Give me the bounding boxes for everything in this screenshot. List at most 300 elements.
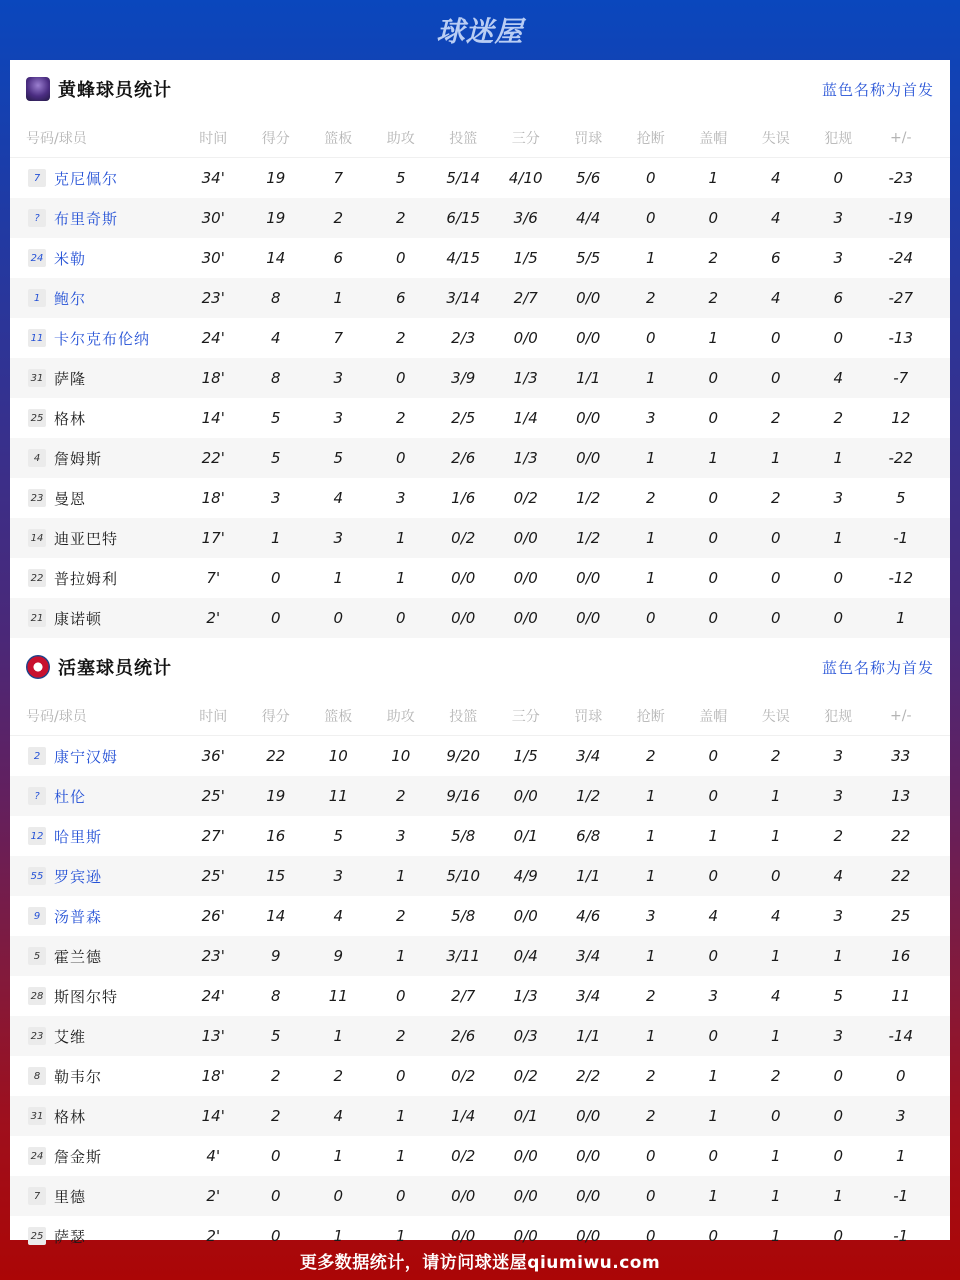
player-cell — [10, 826, 182, 847]
stat-cell: 1 — [708, 827, 719, 845]
stat-cell: 5 — [833, 987, 844, 1005]
stat-cell: 1/4 — [451, 1107, 476, 1125]
jersey-number-badge: 25 — [28, 1227, 46, 1245]
stat-cell: 2 — [770, 409, 781, 427]
stat-cell: 18' — [201, 1067, 225, 1085]
player-cell — [10, 1106, 182, 1127]
stat-cell: 0/0 — [576, 1227, 601, 1245]
stat-cell: 1 — [395, 1147, 406, 1165]
player-cell — [10, 528, 182, 549]
jersey-number-badge: 28 — [28, 987, 46, 1005]
stat-cell: 34' — [201, 169, 225, 187]
stat-cell: 15 — [266, 867, 286, 885]
stat-cell: 23' — [201, 289, 225, 307]
stat-cell: 6 — [833, 289, 844, 307]
stat-cell: 18' — [201, 369, 225, 387]
column-header[interactable]: 盖帽 — [699, 708, 728, 725]
player-name[interactable]: 迪亚巴特 — [54, 529, 119, 548]
table-row[interactable] — [10, 736, 950, 776]
stat-cell: 22 — [266, 747, 286, 765]
stat-cell: 2 — [645, 987, 656, 1005]
column-header[interactable]: 时间 — [199, 708, 228, 725]
column-header[interactable]: 得分 — [261, 130, 290, 147]
stat-cell: 0 — [708, 1227, 719, 1245]
stat-cell: 1/3 — [513, 449, 538, 467]
stat-cell: 5 — [333, 827, 344, 845]
stat-cell: 1 — [645, 827, 656, 845]
column-header[interactable]: 助攻 — [386, 130, 415, 147]
stat-cell: 1 — [770, 1227, 781, 1245]
stat-cell: 0 — [770, 329, 781, 347]
column-header[interactable]: 投篮 — [449, 130, 478, 147]
stat-cell: 1 — [645, 449, 656, 467]
stat-cell: 0 — [708, 867, 719, 885]
jersey-number-badge: ? — [28, 209, 46, 227]
stat-cell: 2 — [645, 747, 656, 765]
player-name[interactable]: 汤普森 — [54, 907, 103, 926]
stat-cell: 3/4 — [576, 947, 601, 965]
player-name[interactable]: 斯图尔特 — [54, 987, 119, 1006]
player-cell — [10, 448, 182, 469]
stat-cell: 2 — [770, 489, 781, 507]
stat-cell: 0 — [333, 1187, 344, 1205]
stat-cell: -24 — [888, 249, 913, 267]
table-row[interactable] — [10, 1056, 950, 1096]
stat-cell: 0 — [708, 747, 719, 765]
stat-cell: 1/6 — [451, 489, 476, 507]
column-header[interactable]: 盖帽 — [699, 130, 728, 147]
table-row[interactable] — [10, 438, 950, 478]
stat-cell: 0 — [395, 1067, 406, 1085]
stat-cell: 3/14 — [446, 289, 481, 307]
table-row[interactable] — [10, 816, 950, 856]
player-cell — [10, 1066, 182, 1087]
player-name[interactable]: 勒韦尔 — [54, 1067, 103, 1086]
stat-cell: 2 — [770, 1067, 781, 1085]
player-name[interactable]: 里德 — [54, 1187, 87, 1206]
player-cell — [10, 946, 182, 967]
stat-cell: 0 — [645, 609, 656, 627]
player-cell — [10, 986, 182, 1007]
section-header — [10, 638, 950, 696]
stat-cell: 1 — [895, 1147, 906, 1165]
stat-cell: 1 — [770, 787, 781, 805]
stat-cell: 0 — [270, 1187, 281, 1205]
table-row[interactable] — [10, 856, 950, 896]
stat-cell: 1/1 — [576, 1027, 601, 1045]
player-name[interactable]: 霍兰德 — [54, 947, 103, 966]
stat-cell: 1 — [645, 867, 656, 885]
stat-cell: 0/1 — [513, 1107, 538, 1125]
column-header[interactable]: 号码/球员 — [26, 130, 87, 147]
stat-cell: 4 — [770, 289, 781, 307]
stat-cell: 6 — [395, 289, 406, 307]
player-name[interactable]: 艾维 — [54, 1027, 87, 1046]
stat-cell: 17' — [201, 529, 225, 547]
stat-cell: 5 — [270, 1027, 281, 1045]
stat-cell: 1 — [333, 1027, 344, 1045]
stat-cell: 0/0 — [451, 609, 476, 627]
stat-cell: 1/2 — [576, 787, 601, 805]
stat-cell: 1 — [395, 529, 406, 547]
team-section-1 — [10, 638, 950, 1256]
stat-cell: 2 — [645, 489, 656, 507]
player-name[interactable]: 布里奇斯 — [54, 209, 119, 228]
stat-cell: 0 — [833, 1227, 844, 1245]
jersey-number-badge: 23 — [28, 489, 46, 507]
stat-cell: 30' — [201, 249, 225, 267]
stat-cell: 2 — [645, 289, 656, 307]
table-row[interactable] — [10, 1136, 950, 1176]
stat-cell: 14' — [201, 409, 225, 427]
column-header[interactable]: 罚球 — [574, 708, 603, 725]
section-header — [10, 60, 950, 118]
stat-cell: 9 — [333, 947, 344, 965]
stat-cell: 0/0 — [576, 1187, 601, 1205]
stat-cell: 3 — [833, 907, 844, 925]
stat-cell: 3 — [333, 409, 344, 427]
stat-cell: 10 — [391, 747, 411, 765]
stat-cell: 2 — [645, 1107, 656, 1125]
stat-cell: 8 — [270, 289, 281, 307]
stat-cell: 0/0 — [513, 1227, 538, 1245]
column-header[interactable]: 失误 — [761, 130, 790, 147]
column-header[interactable]: +/- — [890, 707, 912, 724]
column-header[interactable]: 篮板 — [324, 130, 353, 147]
column-header[interactable]: 时间 — [199, 130, 228, 147]
stat-cell: 8 — [270, 369, 281, 387]
stat-cell: -23 — [888, 169, 913, 187]
stat-cell: 0/0 — [513, 569, 538, 587]
stat-cell: 1/5 — [513, 249, 538, 267]
stat-cell: 0 — [395, 609, 406, 627]
stat-cell: 25' — [201, 867, 225, 885]
player-name[interactable]: 萨隆 — [54, 369, 87, 388]
player-name[interactable]: 康宁汉姆 — [54, 747, 119, 766]
table-row[interactable] — [10, 198, 950, 238]
stat-cell: -22 — [888, 449, 913, 467]
stat-cell: 4 — [770, 169, 781, 187]
stat-cell: 0/2 — [451, 1067, 476, 1085]
team-name: 黄蜂球员统计 — [58, 80, 172, 101]
stat-cell: 0 — [770, 369, 781, 387]
stat-cell: 2 — [395, 209, 406, 227]
stat-cell: 0 — [708, 1147, 719, 1165]
table-row[interactable] — [10, 1176, 950, 1216]
stat-cell: 0 — [833, 569, 844, 587]
stat-cell: 9 — [270, 947, 281, 965]
footer-banner[interactable] — [0, 1240, 960, 1280]
stat-cell: 0 — [645, 1227, 656, 1245]
player-name[interactable]: 萨瑟 — [54, 1227, 87, 1246]
stat-cell: 1 — [395, 867, 406, 885]
stat-cell: 4 — [333, 489, 344, 507]
column-header[interactable]: 得分 — [261, 708, 290, 725]
stat-cell: 3/11 — [446, 947, 481, 965]
jersey-number-badge: 11 — [28, 329, 46, 347]
table-row[interactable] — [10, 318, 950, 358]
stat-cell: 1 — [770, 947, 781, 965]
stat-cell: 3/9 — [451, 369, 476, 387]
stat-cell: 0/0 — [576, 449, 601, 467]
table-row[interactable] — [10, 558, 950, 598]
stat-cell: 3/4 — [576, 987, 601, 1005]
stat-cell: 4/10 — [508, 169, 543, 187]
column-header[interactable]: 抢断 — [636, 708, 665, 725]
stat-cell: 3 — [270, 489, 281, 507]
stat-cell: 2 — [270, 1107, 281, 1125]
stat-cell: 0 — [645, 169, 656, 187]
stat-cell: 0 — [395, 249, 406, 267]
stat-cell: 0/1 — [513, 827, 538, 845]
stat-cell: 0 — [833, 1147, 844, 1165]
table-row[interactable] — [10, 158, 950, 198]
column-header[interactable]: 号码/球员 — [26, 708, 87, 725]
jersey-number-badge: 2 — [28, 747, 46, 765]
table-row[interactable] — [10, 976, 950, 1016]
table-row[interactable] — [10, 598, 950, 638]
player-cell — [10, 568, 182, 589]
stat-cell: 0 — [333, 609, 344, 627]
player-cell — [10, 248, 182, 269]
stat-cell: 0 — [770, 609, 781, 627]
stat-cell: 13' — [201, 1027, 225, 1045]
stat-cell: 3 — [395, 489, 406, 507]
jersey-number-badge: 31 — [28, 369, 46, 387]
player-name[interactable]: 格林 — [54, 1107, 87, 1126]
stat-cell: 0 — [270, 1227, 281, 1245]
stat-cell: 26' — [201, 907, 225, 925]
jersey-number-badge: 12 — [28, 827, 46, 845]
stat-cell: 0 — [270, 1147, 281, 1165]
team-title — [26, 654, 172, 680]
player-name[interactable]: 杜伦 — [54, 787, 87, 806]
stat-cell: 0 — [708, 787, 719, 805]
table-body — [10, 736, 950, 1256]
stat-cell: 19 — [266, 787, 286, 805]
stat-cell: 1/5 — [513, 747, 538, 765]
jersey-number-badge: 21 — [28, 609, 46, 627]
table-row[interactable] — [10, 936, 950, 976]
stat-cell: 2/3 — [451, 329, 476, 347]
stat-cell: 9/16 — [446, 787, 481, 805]
stat-cell: 3 — [708, 987, 719, 1005]
player-name[interactable]: 罗宾逊 — [54, 867, 103, 886]
table-row[interactable] — [10, 776, 950, 816]
stat-cell: 0 — [395, 369, 406, 387]
stat-cell: 3 — [833, 209, 844, 227]
stat-cell: 0/0 — [576, 329, 601, 347]
stat-cell: -1 — [893, 1227, 909, 1245]
stat-cell: 4 — [333, 907, 344, 925]
column-header[interactable]: 投篮 — [449, 708, 478, 725]
stat-cell: 0/0 — [576, 569, 601, 587]
player-name[interactable]: 詹姆斯 — [54, 449, 103, 468]
jersey-number-badge: 14 — [28, 529, 46, 547]
stat-cell: 2/7 — [513, 289, 538, 307]
stat-cell: 1 — [333, 1227, 344, 1245]
player-name[interactable]: 康诺顿 — [54, 609, 103, 628]
table-row[interactable] — [10, 1096, 950, 1136]
stat-cell: 16 — [891, 947, 911, 965]
column-header[interactable]: 助攻 — [386, 708, 415, 725]
stat-cell: 0/2 — [451, 529, 476, 547]
table-header — [10, 696, 950, 736]
table-row[interactable] — [10, 238, 950, 278]
stat-cell: 0/0 — [513, 787, 538, 805]
stat-cell: 4 — [770, 987, 781, 1005]
stat-cell: 0/3 — [513, 1027, 538, 1045]
stat-cell: 0/0 — [513, 609, 538, 627]
team-name: 活塞球员统计 — [58, 658, 172, 679]
stat-cell: 6 — [333, 249, 344, 267]
stat-cell: 1/1 — [576, 369, 601, 387]
stat-cell: 22' — [201, 449, 225, 467]
stat-cell: 1 — [895, 609, 906, 627]
stat-cell: 1/2 — [576, 529, 601, 547]
stat-cell: 0 — [270, 569, 281, 587]
stat-cell: 5/5 — [576, 249, 601, 267]
stat-cell: 0 — [645, 329, 656, 347]
stat-cell: 9/20 — [446, 747, 481, 765]
stat-cell: 6/8 — [576, 827, 601, 845]
jersey-number-badge: 4 — [28, 449, 46, 467]
column-header[interactable]: 篮板 — [324, 708, 353, 725]
stat-cell: 5 — [333, 449, 344, 467]
stat-cell: 0/0 — [576, 1147, 601, 1165]
table-row[interactable] — [10, 358, 950, 398]
stat-cell: 3 — [333, 369, 344, 387]
stat-cell: 2 — [395, 1027, 406, 1045]
jersey-number-badge: 25 — [28, 409, 46, 427]
column-header[interactable]: 犯规 — [824, 708, 853, 725]
jersey-number-badge: 1 — [28, 289, 46, 307]
top-bar — [0, 0, 960, 60]
player-cell — [10, 1186, 182, 1207]
stat-cell: 2/6 — [451, 1027, 476, 1045]
stat-cell: 2' — [206, 1227, 221, 1245]
player-name[interactable]: 普拉姆利 — [54, 569, 119, 588]
jersey-number-badge: 7 — [28, 169, 46, 187]
stat-cell: 0/0 — [513, 529, 538, 547]
table-header — [10, 118, 950, 158]
player-cell — [10, 906, 182, 927]
table-body — [10, 158, 950, 638]
stat-cell: 4 — [833, 369, 844, 387]
stat-cell: 4/6 — [576, 907, 601, 925]
stat-cell: 5 — [895, 489, 906, 507]
stat-cell: 0/0 — [513, 907, 538, 925]
table-row[interactable] — [10, 278, 950, 318]
player-name[interactable]: 哈里斯 — [54, 827, 103, 846]
player-cell — [10, 328, 182, 349]
player-name[interactable]: 詹金斯 — [54, 1147, 103, 1166]
stat-cell: 1 — [645, 529, 656, 547]
player-name[interactable]: 曼恩 — [54, 489, 87, 508]
stat-cell: 0 — [270, 609, 281, 627]
column-header[interactable]: 抢断 — [636, 130, 665, 147]
stat-cell: 4 — [270, 329, 281, 347]
stat-cell: 2 — [270, 1067, 281, 1085]
stat-cell: 3 — [645, 409, 656, 427]
stat-cell: 0/0 — [513, 1147, 538, 1165]
player-name[interactable]: 卡尔克布伦纳 — [54, 329, 151, 348]
footer-text: 更多数据统计，请访问球迷屋qiumiwu.com — [299, 1252, 661, 1273]
starter-legend: 蓝色名称为首发 — [821, 80, 934, 99]
column-header[interactable]: 三分 — [511, 130, 540, 147]
stat-cell: -14 — [888, 1027, 913, 1045]
table-row[interactable] — [10, 398, 950, 438]
stat-cell: -7 — [893, 369, 909, 387]
column-header[interactable]: 犯规 — [824, 130, 853, 147]
player-name[interactable]: 鲍尔 — [54, 289, 87, 308]
table-row[interactable] — [10, 1016, 950, 1056]
player-cell — [10, 168, 182, 189]
player-name[interactable]: 格林 — [54, 409, 87, 428]
player-name[interactable]: 克尼佩尔 — [54, 169, 119, 188]
stat-cell: 0 — [708, 947, 719, 965]
stat-cell: 3 — [833, 489, 844, 507]
table-row[interactable] — [10, 478, 950, 518]
table-row[interactable] — [10, 518, 950, 558]
stat-cell: -13 — [888, 329, 913, 347]
player-cell — [10, 866, 182, 887]
stat-cell: 2' — [206, 1187, 221, 1205]
player-cell — [10, 368, 182, 389]
stat-cell: 19 — [266, 169, 286, 187]
stat-cell: 4/9 — [513, 867, 538, 885]
column-header[interactable]: 三分 — [511, 708, 540, 725]
player-cell — [10, 288, 182, 309]
stat-cell: 1 — [770, 827, 781, 845]
stat-cell: 0 — [395, 1187, 406, 1205]
stat-cell: 5/8 — [451, 907, 476, 925]
stat-cell: 1 — [770, 1147, 781, 1165]
stat-cell: 1 — [645, 787, 656, 805]
stat-cell: 25 — [891, 907, 911, 925]
player-name[interactable]: 米勒 — [54, 249, 87, 268]
stat-cell: 1 — [708, 329, 719, 347]
table-row[interactable] — [10, 896, 950, 936]
stat-cell: 13 — [891, 787, 911, 805]
stat-cell: 2/2 — [576, 1067, 601, 1085]
stat-cell: 1 — [833, 529, 844, 547]
stat-cell: 2 — [395, 787, 406, 805]
stat-cell: -1 — [893, 529, 909, 547]
stat-cell: 1 — [645, 569, 656, 587]
stat-cell: 2 — [708, 289, 719, 307]
stat-cell: 2 — [333, 1067, 344, 1085]
stat-cell: 5 — [270, 409, 281, 427]
stat-cell: 1/2 — [576, 489, 601, 507]
jersey-number-badge: 7 — [28, 1187, 46, 1205]
stat-cell: 5/14 — [446, 169, 481, 187]
column-header[interactable]: +/- — [890, 129, 912, 146]
stat-cell: 0 — [833, 329, 844, 347]
stat-cell: 5/6 — [576, 169, 601, 187]
stat-cell: 4/15 — [446, 249, 481, 267]
stat-cell: 0 — [770, 569, 781, 587]
stat-cell: 27' — [201, 827, 225, 845]
column-header[interactable]: 罚球 — [574, 130, 603, 147]
stat-cell: 4 — [708, 907, 719, 925]
jersey-number-badge: 5 — [28, 947, 46, 965]
stat-cell: 0 — [708, 529, 719, 547]
stat-cell: 2 — [395, 329, 406, 347]
stat-cell: -27 — [888, 289, 913, 307]
stats-card — [10, 60, 950, 1246]
column-header[interactable]: 失误 — [761, 708, 790, 725]
